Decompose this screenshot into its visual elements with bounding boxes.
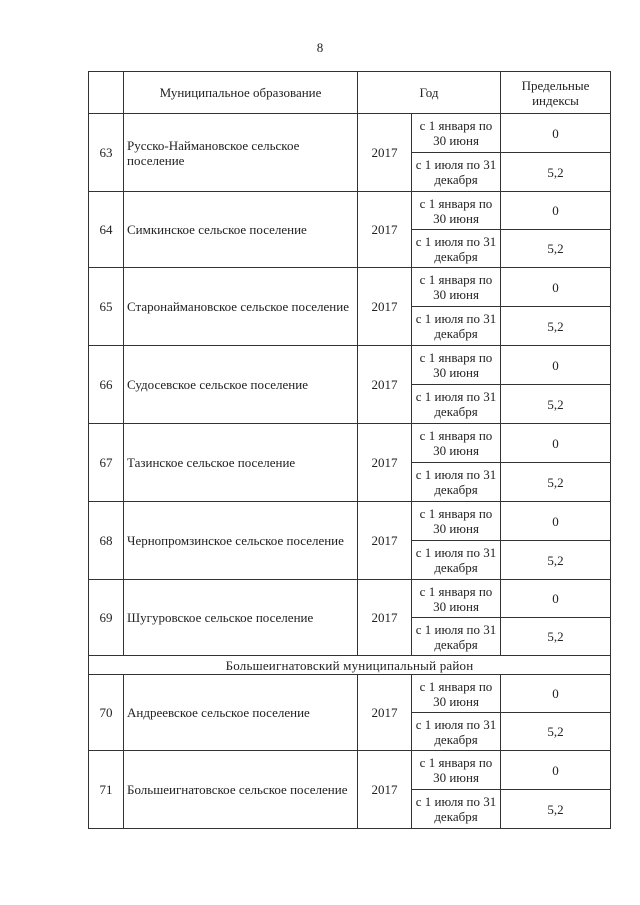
- header-municipality: Муниципальное образование: [124, 72, 358, 114]
- table-row: [89, 192, 611, 230]
- period-second-half: с 1 июля по 31 декабря: [412, 463, 501, 502]
- section-row: [89, 656, 611, 675]
- index-first-half: 0: [501, 751, 611, 790]
- index-first-half: 0: [501, 675, 611, 713]
- header-index: Предельные индексы: [501, 72, 611, 114]
- table-row: [89, 424, 611, 463]
- row-year: 2017: [358, 580, 412, 656]
- row-number: 69: [89, 580, 124, 656]
- table-row: [89, 751, 611, 790]
- header-year: Год: [358, 72, 501, 114]
- row-year: 2017: [358, 675, 412, 751]
- row-year: 2017: [358, 268, 412, 346]
- period-second-half: с 1 июля по 31 декабря: [412, 541, 501, 580]
- period-second-half: с 1 июля по 31 декабря: [412, 385, 501, 424]
- municipality-name: Судосевское сельское поселение: [124, 346, 358, 424]
- row-year: 2017: [358, 502, 412, 580]
- index-second-half: 5,2: [501, 463, 611, 502]
- section-title: Большеигнатовский муниципальный район: [89, 656, 611, 675]
- index-second-half: 5,2: [501, 153, 611, 192]
- table-row: [89, 268, 611, 307]
- municipality-name: Чернопромзинское сельское поселение: [124, 502, 358, 580]
- index-first-half: 0: [501, 580, 611, 618]
- period-first-half: с 1 января по 30 июня: [412, 675, 501, 713]
- row-year: 2017: [358, 114, 412, 192]
- row-year: 2017: [358, 751, 412, 829]
- index-second-half: 5,2: [501, 307, 611, 346]
- period-first-half: с 1 января по 30 июня: [412, 751, 501, 790]
- table-row: [89, 675, 611, 713]
- row-year: 2017: [358, 346, 412, 424]
- row-number: 65: [89, 268, 124, 346]
- index-second-half: 5,2: [501, 713, 611, 751]
- table-row: [89, 580, 611, 618]
- period-second-half: с 1 июля по 31 декабря: [412, 153, 501, 192]
- table-row: [89, 114, 611, 153]
- municipality-name: Большеигнатовское сельское поселение: [124, 751, 358, 829]
- row-year: 2017: [358, 192, 412, 268]
- municipality-name: Шугуровское сельское поселение: [124, 580, 358, 656]
- row-number: 68: [89, 502, 124, 580]
- header-row: [89, 72, 611, 114]
- period-first-half: с 1 января по 30 июня: [412, 424, 501, 463]
- period-second-half: с 1 июля по 31 декабря: [412, 230, 501, 268]
- index-second-half: 5,2: [501, 790, 611, 829]
- municipality-name: Андреевское сельское поселение: [124, 675, 358, 751]
- table-row: [89, 502, 611, 541]
- municipality-name: Симкинское сельское поселение: [124, 192, 358, 268]
- period-second-half: с 1 июля по 31 декабря: [412, 790, 501, 829]
- index-first-half: 0: [501, 502, 611, 541]
- row-number: 67: [89, 424, 124, 502]
- row-number: 71: [89, 751, 124, 829]
- municipality-name: Тазинское сельское поселение: [124, 424, 358, 502]
- index-first-half: 0: [501, 192, 611, 230]
- period-second-half: с 1 июля по 31 декабря: [412, 713, 501, 751]
- period-second-half: с 1 июля по 31 декабря: [412, 618, 501, 656]
- municipality-name: Русско-Наймановское сельское поселение: [124, 114, 358, 192]
- index-second-half: 5,2: [501, 385, 611, 424]
- index-first-half: 0: [501, 424, 611, 463]
- row-number: 64: [89, 192, 124, 268]
- period-second-half: с 1 июля по 31 декабря: [412, 307, 501, 346]
- row-number: 70: [89, 675, 124, 751]
- page-number: 8: [316, 40, 324, 55]
- period-first-half: с 1 января по 30 июня: [412, 268, 501, 307]
- header-number: [89, 72, 124, 114]
- table-body: [89, 72, 611, 829]
- index-second-half: 5,2: [501, 618, 611, 656]
- index-first-half: 0: [501, 114, 611, 153]
- index-first-half: 0: [501, 346, 611, 385]
- period-first-half: с 1 января по 30 июня: [412, 192, 501, 230]
- indices-table: [88, 71, 611, 829]
- index-first-half: 0: [501, 268, 611, 307]
- period-first-half: с 1 января по 30 июня: [412, 346, 501, 385]
- index-second-half: 5,2: [501, 230, 611, 268]
- row-number: 63: [89, 114, 124, 192]
- table-row: [89, 346, 611, 385]
- period-first-half: с 1 января по 30 июня: [412, 114, 501, 153]
- municipality-name: Старонаймановское сельское поселение: [124, 268, 358, 346]
- period-first-half: с 1 января по 30 июня: [412, 580, 501, 618]
- index-second-half: 5,2: [501, 541, 611, 580]
- period-first-half: с 1 января по 30 июня: [412, 502, 501, 541]
- row-number: 66: [89, 346, 124, 424]
- row-year: 2017: [358, 424, 412, 502]
